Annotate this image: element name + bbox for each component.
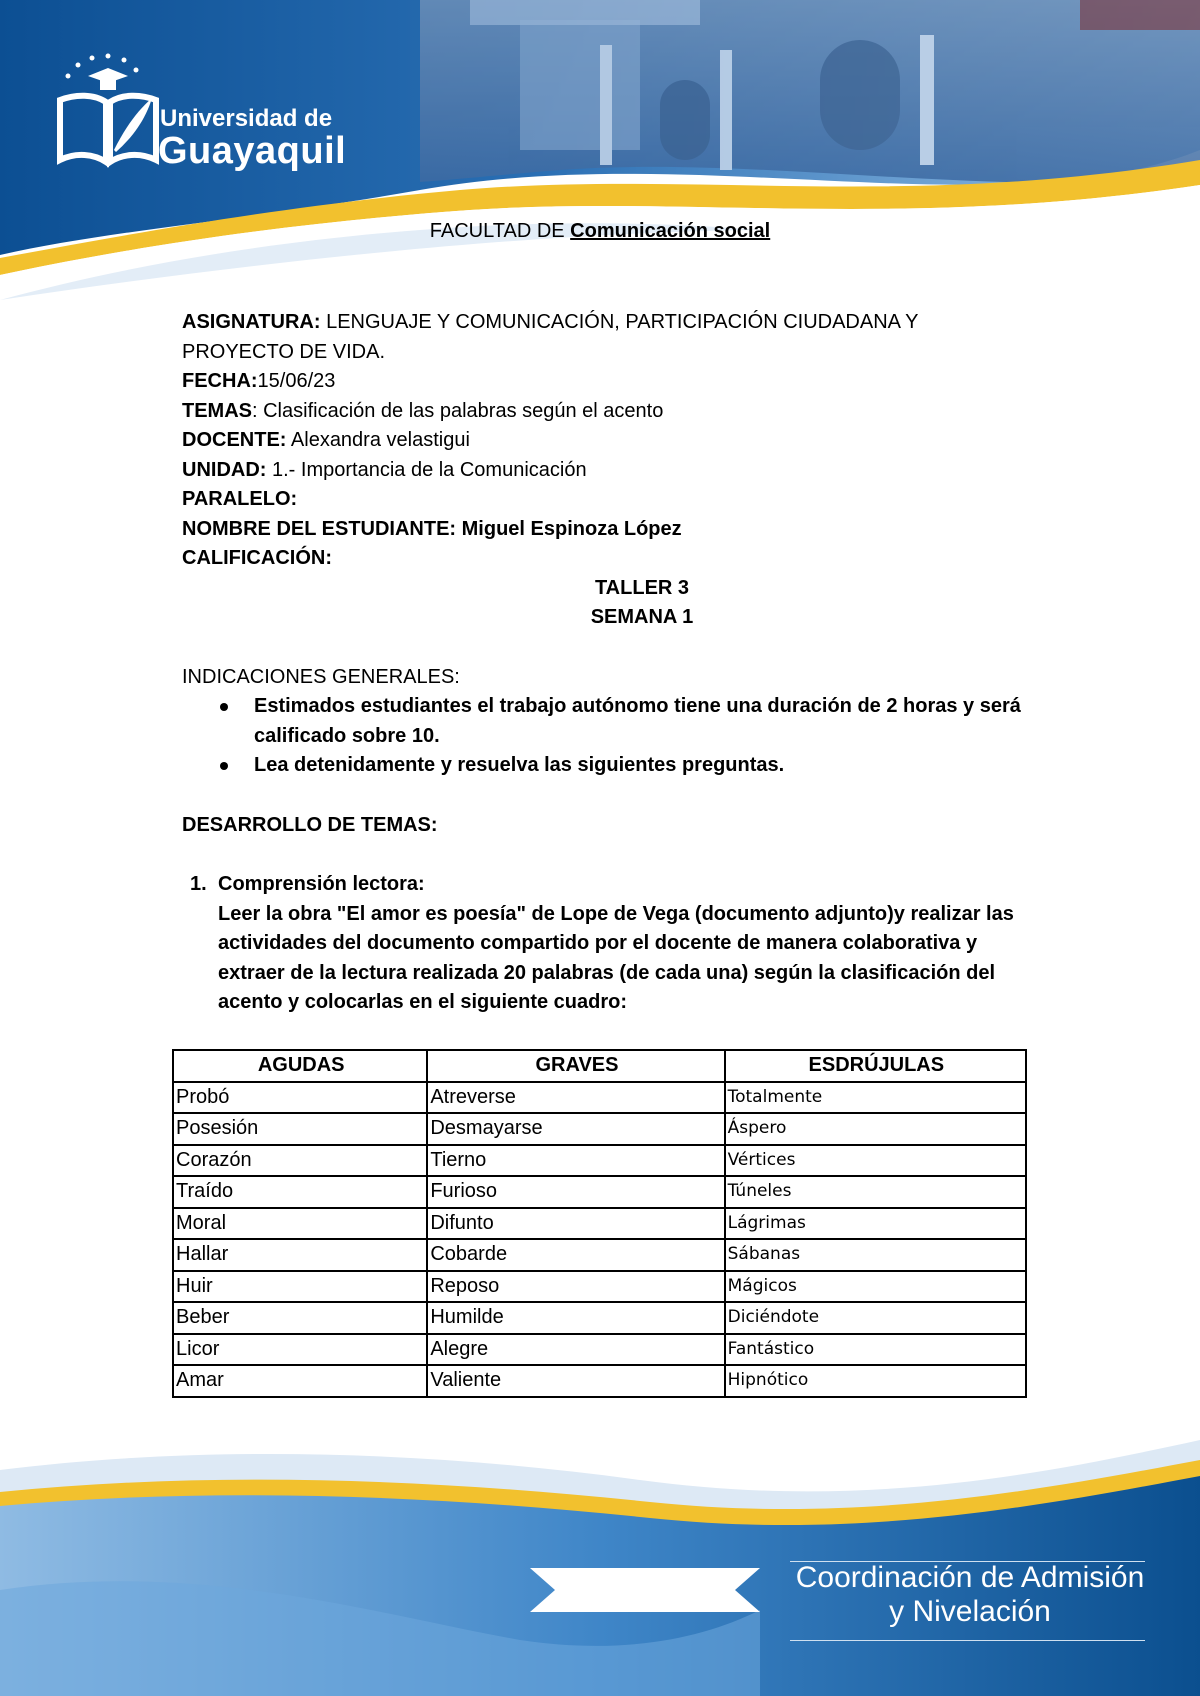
footer-divider-bottom — [790, 1640, 1145, 1641]
cell-grave: Reposo — [427, 1271, 724, 1303]
asignatura-line — [182, 308, 1042, 338]
indicacion-item: Lea detenidamente y resuelva las siguientes preguntas. — [254, 751, 1042, 781]
faculty-prefix: FACULTAD DE — [429, 220, 571, 242]
temas-value: : Clasificación de las palabras según el acento — [252, 399, 664, 422]
temas-label: TEMAS — [182, 399, 252, 422]
table-row — [173, 1082, 1026, 1114]
column-header-agudas: AGUDAS — [173, 1050, 427, 1082]
cell-aguda: Corazón — [173, 1145, 427, 1177]
cell-aguda: Traído — [173, 1176, 427, 1208]
cell-grave: Difunto — [427, 1208, 724, 1240]
cell-esdrujula: Túneles — [725, 1176, 1026, 1208]
cell-grave: Tierno — [427, 1145, 724, 1177]
table-row — [173, 1302, 1026, 1334]
table-row — [173, 1113, 1026, 1145]
temas-line — [182, 397, 1042, 427]
docente-line — [182, 426, 1042, 456]
cell-esdrujula: Fantástico — [725, 1334, 1026, 1366]
fecha-label: FECHA: — [182, 370, 258, 392]
student-name: NOMBRE DEL ESTUDIANTE: Miguel Espinoza López — [182, 517, 682, 540]
coordination-line1: Coordinación de Admisión — [795, 1561, 1145, 1594]
cell-aguda: Hallar — [173, 1239, 427, 1271]
numbered-item — [182, 870, 1042, 1018]
docente-label: DOCENTE: — [182, 429, 287, 451]
cell-aguda: Posesión — [173, 1113, 427, 1145]
document-body — [182, 308, 1042, 1018]
column-header-esdrujulas: ESDRÚJULAS — [725, 1050, 1026, 1082]
table-row — [173, 1365, 1026, 1397]
asignatura-value: LENGUAJE Y COMUNICACIÓN, PARTICIPACIÓN CIUDADANA Y — [320, 311, 919, 333]
cell-esdrujula: Áspero — [725, 1113, 1026, 1145]
accent-classification-table — [172, 1049, 1027, 1398]
paralelo-label: PARALELO: — [182, 488, 298, 510]
logo-line1: Universidad de — [160, 105, 333, 132]
cell-esdrujula: Lágrimas — [725, 1208, 1026, 1240]
cell-aguda: Beber — [173, 1302, 427, 1334]
cell-grave: Atreverse — [427, 1082, 724, 1114]
item-title: Comprensión lectora: — [218, 873, 425, 895]
fecha-value: 15/06/23 — [257, 370, 336, 392]
cell-esdrujula: Hipnótico — [725, 1365, 1026, 1397]
indicaciones-list — [182, 692, 1042, 781]
ribbon-shape — [530, 1568, 760, 1612]
docente-value: Alexandra velastigui — [286, 429, 470, 451]
coordination-line2: y Nivelación — [889, 1595, 1051, 1628]
unidad-line — [182, 456, 1042, 486]
table-row — [173, 1334, 1026, 1366]
cell-grave: Cobarde — [427, 1239, 724, 1271]
coordination-label — [780, 1561, 1160, 1629]
table-row — [173, 1271, 1026, 1303]
cell-aguda: Moral — [173, 1208, 427, 1240]
cell-aguda: Huir — [173, 1271, 427, 1303]
cell-esdrujula: Vértices — [725, 1145, 1026, 1177]
university-logo — [54, 50, 354, 180]
table-header-row — [173, 1050, 1026, 1082]
unidad-label: UNIDAD: — [182, 458, 267, 481]
calificacion-label: CALIFICACIÓN: — [182, 547, 332, 569]
unidad-value: 1.- Importancia de la Comunicación — [266, 458, 587, 481]
cell-esdrujula: Diciéndote — [725, 1302, 1026, 1334]
column-header-graves: GRAVES — [427, 1050, 724, 1082]
cell-grave: Humilde — [427, 1302, 724, 1334]
table-row — [173, 1145, 1026, 1177]
faculty-name: Comunicación social — [570, 220, 771, 242]
cell-grave: Furioso — [427, 1176, 724, 1208]
desarrollo-title: DESARROLLO DE TEMAS: — [182, 813, 438, 836]
cell-esdrujula: Totalmente — [725, 1082, 1026, 1114]
table-row — [173, 1176, 1026, 1208]
cell-grave: Valiente — [427, 1365, 724, 1397]
cell-grave: Alegre — [427, 1334, 724, 1366]
cell-esdrujula: Mágicos — [725, 1271, 1026, 1303]
indicaciones-title: INDICACIONES GENERALES: — [182, 665, 460, 688]
item-number: 1. — [190, 873, 207, 895]
building-illustration — [420, 0, 1200, 183]
cell-esdrujula: Sábanas — [725, 1239, 1026, 1271]
asignatura-label: ASIGNATURA: — [182, 311, 321, 333]
fecha-line — [182, 367, 1042, 397]
cell-grave: Desmayarse — [427, 1113, 724, 1145]
table-row — [173, 1239, 1026, 1271]
semana-title: SEMANA 1 — [590, 606, 694, 628]
faculty-heading — [0, 220, 1200, 243]
cell-aguda: Amar — [173, 1365, 427, 1397]
logo-line2: Guayaquil — [158, 130, 347, 172]
book-quill-emblem — [54, 50, 164, 180]
taller-title: TALLER 3 — [594, 576, 690, 599]
cell-aguda: Probó — [173, 1082, 427, 1114]
cell-aguda: Licor — [173, 1334, 427, 1366]
table-row — [173, 1208, 1026, 1240]
asignatura-value-line2: PROYECTO DE VIDA. — [182, 340, 386, 363]
item-body: Leer la obra "El amor es poesía" de Lope de Vega (documento adjunto)y realizar las actividades del documento compartido por el docente de manera colaborativa y extraer de la lectura realizada 20 palabras (de cada una) según la clasificación del acento y colocarlas en el siguiente cuadro: — [218, 902, 1014, 1013]
indicacion-item: Estimados estudiantes el trabajo autónomo tiene una duración de 2 horas y será calificado sobre 10. — [254, 692, 1042, 751]
